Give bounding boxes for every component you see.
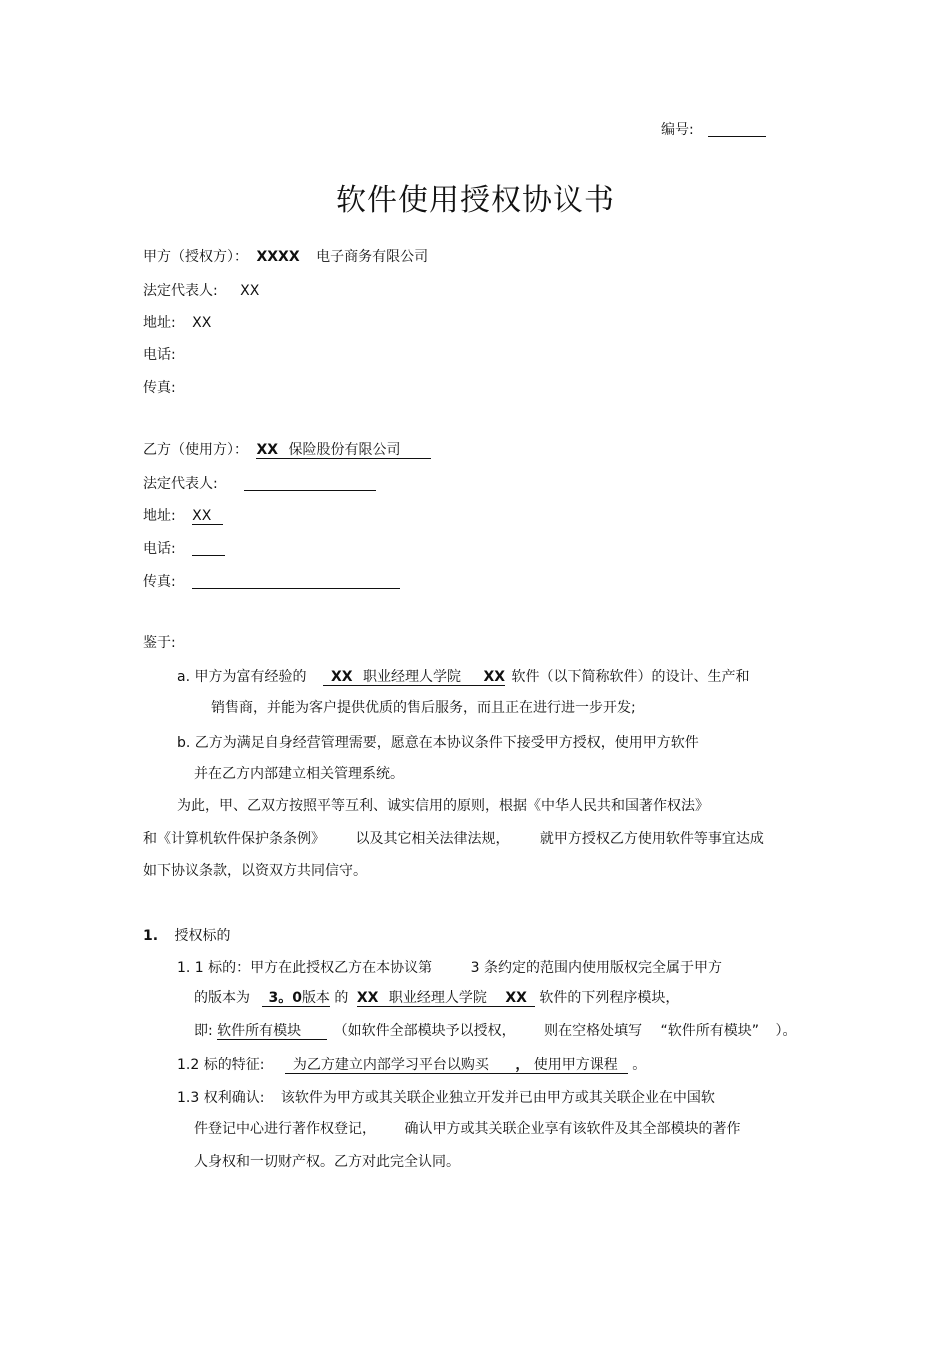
clause-1-1-line2-prefix: 的版本为 (194, 990, 250, 1006)
clause-1-2-label: 1.2 标的特征: (177, 1057, 265, 1073)
party-b-name-rest: 保险股份有限公司 (288, 442, 401, 458)
section-1-heading (143, 929, 231, 943)
whereas-a-prefix: a. 甲方为富有经验的 (177, 669, 307, 685)
whereas-b-line1: b. 乙方为满足自身经营管理需要，愿意在本协议条件下接受甲方授权，使用甲方软件 (177, 735, 699, 751)
party-b-name-underlined (256, 443, 430, 459)
document-title: 软件使用授权协议书 (336, 183, 615, 218)
whereas-para-line3: 如下协议条款，以资双方共同信守。 (143, 863, 367, 879)
party-a-addr-value: XX (192, 315, 212, 331)
clause-1-3-line2 (194, 1122, 740, 1136)
party-b-rep-row (143, 476, 376, 491)
clause-1-1-line3-note2: 则在空格处填写 (544, 1023, 643, 1039)
clause-1-1-version-word: 版本 (301, 990, 330, 1006)
party-b-fax-label: 传真: (143, 574, 176, 590)
party-b-addr-label: 地址: (143, 508, 176, 524)
party-b-addr-row (143, 509, 223, 525)
clause-1-1-line2 (194, 991, 679, 1007)
document-number-blank (708, 122, 766, 137)
party-b-rep-label: 法定代表人: (143, 476, 218, 492)
whereas-label: 鉴于: (143, 635, 176, 651)
whereas-a-product-bold2: XX (483, 669, 506, 685)
clause-1-3-line3: 人身权和一切财产权。乙方对此完全认同。 (194, 1154, 460, 1170)
section-1-title: 授权标的 (174, 928, 231, 944)
clause-1-3-line2b: 确认甲方或其关联企业享有该软件及其全部模块的著作 (404, 1121, 741, 1137)
party-b-fax-blank (192, 574, 400, 589)
clause-1-1-line1 (177, 961, 722, 975)
clause-1-3-line1-text: 该软件为甲方或其关联企业独立开发并已由甲方或其关联企业在中国软 (280, 1090, 715, 1106)
party-b-label: 乙方（使用方）： (143, 442, 248, 458)
clause-1-2-value1: 为乙方建立内部学习平台以购买 (292, 1057, 489, 1073)
whereas-para-line2b: 以及其它相关法律法规， (355, 831, 510, 847)
clause-1-1-line1a: 1. 1 标的：甲方在此授权乙方在本协议第 (177, 960, 433, 976)
document-number-label: 编号: (661, 122, 694, 138)
clause-1-3-line1 (177, 1091, 715, 1105)
clause-1-1-line3-prefix: 即: (194, 1023, 213, 1039)
clause-1-1-product-bold2: XX (505, 990, 527, 1006)
whereas-a-product-bold: XX (330, 669, 353, 685)
section-1-number: 1. (143, 928, 159, 944)
whereas-para-line1: 为此，甲、乙双方按照平等互利、诚实信用的原则，根据《中华人民共和国著作权法》 (177, 798, 709, 814)
whereas-para-line2 (143, 832, 764, 846)
party-b-name-bold: XX (256, 442, 279, 458)
party-b-phone-blank (192, 541, 225, 556)
clause-1-1-de: 的 (334, 990, 349, 1006)
party-b-phone-row (143, 541, 225, 556)
party-a-addr-label: 地址: (143, 315, 176, 331)
party-b-name-row (143, 443, 431, 459)
clause-1-1-version-number: 3。0 (268, 990, 302, 1006)
clause-1-1-line3-note: （如软件全部模块予以授权， (333, 1023, 516, 1039)
document-number-row (661, 122, 766, 137)
clause-1-1-line2-suffix: 软件的下列程序模块， (539, 990, 680, 1006)
party-b-phone-label: 电话: (143, 541, 176, 557)
whereas-a-line2: 销售商，并能为客户提供优质的售后服务，而且正在进行进一步开发; (211, 700, 636, 716)
party-b-rep-blank (244, 476, 376, 491)
party-a-addr-row (143, 316, 211, 330)
clause-1-1-line3-end: ）。 (775, 1023, 797, 1039)
party-a-rep-value: XX (240, 283, 260, 299)
party-a-label: 甲方（授权方）： (143, 249, 248, 265)
whereas-a-product-rest: 职业经理人学院 (362, 669, 461, 685)
whereas-a-suffix: 软件（以下简称软件）的设计、生产和 (511, 669, 750, 685)
clause-1-2 (177, 1058, 646, 1074)
clause-1-3-line2a: 件登记中心进行著作权登记， (194, 1121, 376, 1137)
clause-1-1-product-bold: XX (356, 990, 379, 1006)
party-a-name-bold: XXXX (256, 249, 300, 265)
clause-1-3-label: 1.3 权利确认: (177, 1090, 265, 1106)
party-b-fax-row (143, 574, 400, 589)
party-a-fax-label: 传真: (143, 380, 176, 396)
whereas-a-product (323, 670, 505, 686)
party-a-name-rest: 电子商务有限公司 (316, 249, 429, 265)
clause-1-1-version (262, 991, 329, 1007)
whereas-a-line1 (177, 670, 749, 686)
clause-1-1-line3-quote: “软件所有模块” (660, 1023, 760, 1039)
clause-1-1-product (357, 991, 535, 1007)
whereas-para-line2a: 和《计算机软件保护条条例》 (143, 831, 325, 847)
clause-1-1-line1b: 3 条约定的范围内使用版权完全属于甲方 (470, 960, 722, 976)
clause-1-2-value (285, 1058, 628, 1074)
party-a-rep-label: 法定代表人: (143, 283, 218, 299)
party-b-addr-value: XX (192, 509, 223, 525)
whereas-b-line2: 并在乙方内部建立相关管理系统。 (194, 766, 404, 782)
clause-1-2-end: 。 (632, 1057, 647, 1073)
clause-1-1-product-rest: 职业经理人学院 (388, 990, 487, 1006)
party-a-rep-row (143, 284, 259, 298)
clause-1-2-comma: ， (515, 1057, 530, 1073)
clause-1-1-modules: 软件所有模块 (217, 1024, 327, 1040)
party-a-phone-label: 电话: (143, 347, 176, 363)
whereas-para-line2c: 就甲方授权乙方使用软件等事宜达成 (539, 831, 764, 847)
party-a-name-row (143, 250, 428, 264)
clause-1-1-line3 (194, 1024, 797, 1040)
clause-1-2-value2: 使用甲方课程 (533, 1057, 618, 1073)
